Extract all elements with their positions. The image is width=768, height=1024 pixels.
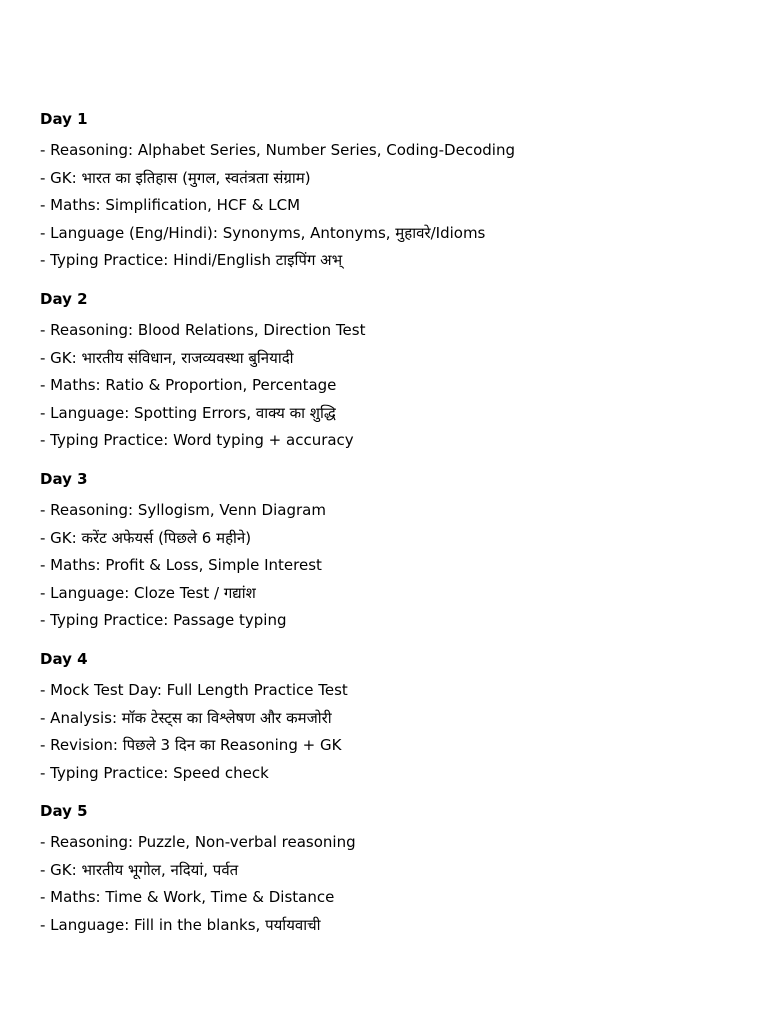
list-item: - Reasoning: Alphabet Series, Number Series, Coding-Decoding xyxy=(40,141,515,159)
list-item: - Analysis: मॉक टेस्ट्स का विश्लेषण और कमजोरी xyxy=(40,708,332,727)
list-item: - Reasoning: Blood Relations, Direction Test xyxy=(40,320,366,339)
list-item: - Typing Practice: Hindi/English टाइपिंग अभ् xyxy=(40,251,343,270)
day-heading: Day 3 xyxy=(40,469,88,488)
list-item: - Language: Cloze Test / गद्यांश xyxy=(40,583,256,602)
list-item: - Mock Test Day: Full Length Practice Test xyxy=(40,680,348,699)
day-section-2 xyxy=(40,286,740,455)
list-item: - Language: Spotting Errors, वाक्य का शुद्धि xyxy=(40,403,336,422)
list-item: - Maths: Simplification, HCF & LCM xyxy=(40,196,301,215)
list-item: - Maths: Profit & Loss, Simple Interest xyxy=(40,556,322,575)
section-gap xyxy=(40,455,740,466)
list-item: - GK: करेंट अफेयर्स (पिछले 6 महीने) xyxy=(40,528,252,547)
list-item: - Typing Practice: Passage typing xyxy=(40,611,287,630)
list-item: - Revision: पिछले 3 दिन का Reasoning + GK xyxy=(40,736,342,755)
day-heading: Day 1 xyxy=(40,110,88,128)
list-item: - Typing Practice: Speed check xyxy=(40,763,269,782)
section-gap xyxy=(40,275,740,286)
list-item: - Language (Eng/Hindi): Synonyms, Antonyms, मुहावरे/Idioms xyxy=(40,223,486,242)
list-item: - Typing Practice: Word typing + accuracy xyxy=(40,431,354,450)
section-gap xyxy=(40,787,740,798)
day-heading: Day 4 xyxy=(40,649,88,668)
list-item: - Reasoning: Syllogism, Venn Diagram xyxy=(40,500,326,519)
document-page xyxy=(40,106,740,940)
day-heading: Day 2 xyxy=(40,289,88,308)
list-item: - GK: भारत का इतिहास (मुगल, स्वतंत्रता संग्राम) xyxy=(40,168,311,187)
day-section-3 xyxy=(40,466,740,635)
list-item: - Reasoning: Puzzle, Non-verbal reasoning xyxy=(40,833,356,852)
day-heading: Day 5 xyxy=(40,802,88,821)
day-section-5 xyxy=(40,798,740,939)
list-item: - Maths: Ratio & Proportion, Percentage xyxy=(40,376,337,395)
list-item: - Language: Fill in the blanks, पर्यायवाची xyxy=(40,916,321,935)
section-gap xyxy=(40,635,740,646)
list-item: - GK: भारतीय संविधान, राजव्यवस्था बुनियादी xyxy=(40,348,294,367)
day-section-4 xyxy=(40,646,740,787)
list-item: - GK: भारतीय भूगोल, नदियां, पर्वत xyxy=(40,860,239,879)
day-section-1 xyxy=(40,106,740,275)
list-item: - Maths: Time & Work, Time & Distance xyxy=(40,888,335,907)
